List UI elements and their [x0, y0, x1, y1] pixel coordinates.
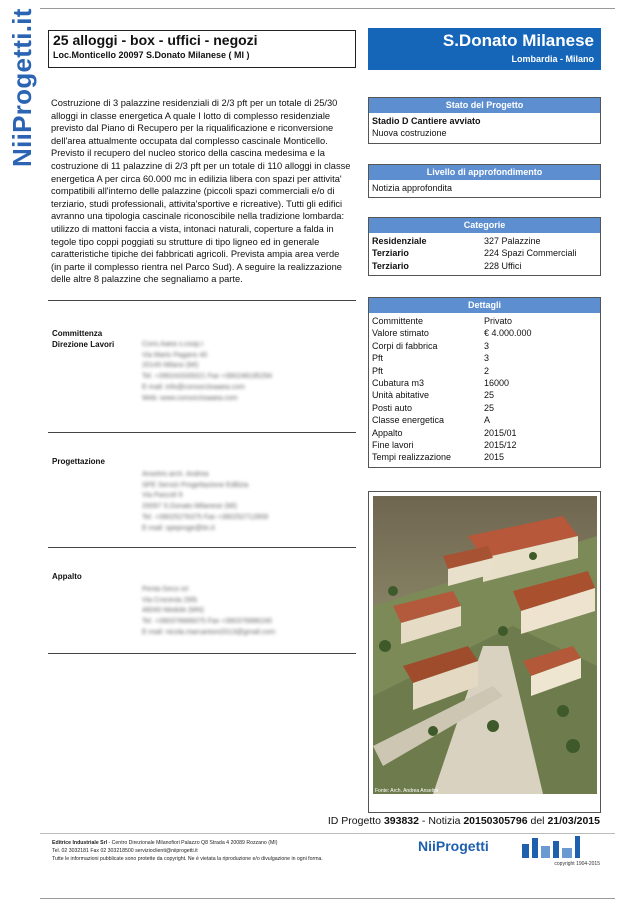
footer-company: Editrice Industriale Srl — [52, 840, 108, 846]
brand-logo-vertical[interactable]: NiiProgetti.it — [7, 8, 37, 167]
contact-web[interactable]: Web: www.consorzioaaea.com — [142, 394, 238, 402]
categorie-panel — [368, 217, 601, 276]
footer-logo[interactable] — [418, 836, 598, 858]
architectural-model-image — [373, 496, 597, 794]
divider — [48, 300, 356, 301]
notizia-number: 20150305796 — [463, 815, 528, 827]
progettazione-label: Progettazione — [52, 457, 105, 466]
footer-contacts[interactable]: Tel. 02 3032181 Fax 02 303218500 servizioclienti@niiprogetti.it — [52, 847, 198, 854]
dettaglio-value: A — [484, 415, 491, 426]
categoria-value: 228 Uffici — [484, 260, 522, 271]
project-title-box — [48, 30, 356, 68]
committenza-contact-block — [142, 340, 332, 404]
dettaglio-key: Corpi di fabbrica — [372, 340, 438, 351]
dettaglio-key: Posti auto — [372, 402, 413, 413]
dettaglio-value: Privato — [484, 316, 513, 326]
categoria-key: Terziario — [372, 260, 409, 271]
livello-value: Notizia approfondita — [372, 183, 453, 193]
contact-email[interactable]: E-mail: nicola.marcantoni2013@gmail.com — [142, 628, 276, 636]
dettaglio-row — [372, 340, 597, 352]
top-rule — [40, 8, 615, 9]
id-label: ID Progetto — [327, 815, 382, 827]
progettazione-contact-block — [142, 470, 332, 534]
categorie-panel-title: Categorie — [369, 218, 600, 233]
contact-line: Tel. +390243335021 Fax +390248195294 — [142, 373, 273, 381]
footer-address: - Centro Direzionale Milanofiori Palazzo Q8 Strada 4 20089 Rozzano (MI) — [107, 840, 278, 846]
dettaglio-row — [372, 352, 597, 364]
dettagli-panel — [368, 297, 601, 468]
dettaglio-value: 25 — [484, 402, 495, 413]
city-name: S.Donato Milanese — [442, 31, 594, 50]
dettaglio-row — [372, 414, 597, 426]
categoria-key: Terziario — [372, 248, 409, 259]
dettaglio-value: 2015/01 — [484, 427, 517, 438]
dettaglio-value: 2 — [484, 365, 490, 376]
stato-stage: Stadio D Cantiere avviato — [372, 116, 481, 126]
dettaglio-value: 2015 — [484, 452, 505, 463]
project-photo — [368, 491, 601, 813]
categoria-row — [372, 260, 597, 272]
dettaglio-value: 3 — [484, 353, 490, 364]
copyright: copyright 1904-2015 — [554, 861, 600, 867]
categoria-row — [372, 235, 597, 247]
contact-line: Tel. +39025276375 Fax +390252712859 — [142, 513, 269, 521]
dettaglio-key: Cubatura m3 — [372, 378, 425, 389]
id-progetto: 393832 — [383, 815, 419, 827]
dettaglio-row — [372, 439, 597, 451]
contact-line: 20097 S.Donato Milanese (MI) — [142, 503, 237, 511]
city-banner — [368, 28, 601, 70]
dettaglio-value: € 4.000.000 — [484, 328, 532, 339]
footer — [52, 840, 412, 863]
categoria-value: 224 Spazi Commerciali — [484, 248, 577, 259]
contact-line: 20145 Milano (MI) — [142, 362, 199, 370]
dettaglio-row — [372, 377, 597, 389]
dettaglio-value: 16000 — [484, 378, 510, 389]
photo-credit: Fonte: Arch. Andrea Anselmi — [375, 788, 439, 794]
footer-notice: Tutte le informazioni pubblicate sono protette da copyright. Ne è vietata la riproduzione e/o divulgazione in ogni forma. — [52, 855, 323, 862]
categoria-key: Residenziale — [372, 236, 427, 246]
dettaglio-row — [372, 389, 597, 401]
dettaglio-key: Fine lavori — [372, 440, 414, 451]
skyline-icon — [520, 836, 590, 858]
divider — [48, 547, 356, 548]
id-progetto-line — [312, 815, 600, 827]
contact-line: Via Pascoli 9 — [142, 492, 183, 500]
committenza-label-2: Direzione Lavori — [52, 340, 115, 349]
footer-logo-text: NiiProgetti — [418, 838, 489, 854]
dettaglio-row — [372, 365, 597, 377]
dettaglio-value: 2015/12 — [484, 440, 517, 451]
contact-email[interactable]: E-mail: info@consorzioaaea.com — [142, 383, 245, 391]
project-title: 25 alloggi - box - uffici - negozi — [53, 32, 258, 48]
contact-email[interactable]: E-mail: speproge@tin.it — [142, 524, 215, 532]
del-label: del — [527, 815, 548, 827]
dettaglio-key: Pft — [372, 353, 384, 364]
dettaglio-key: Tempi realizzazione — [372, 452, 452, 463]
contact-line: SPE Servizi Progettazione Edilizia — [142, 481, 249, 489]
region-name: Lombardia - Milano — [511, 54, 594, 64]
project-description: Costruzione di 3 palazzine residenziali di 2/3 pft per un totale di 25/30 alloggi in classe energetica A quale I lotto di complesso residenziale previsto dal Piano di Recupero per la riqualificazione e riconversione dell'area attualmente occupata dal complesso cascinale Monticello. Previsto il recupero del nucleo storico della cascina medesima e la costruzione di 11 palazzine di 2/3 pft per un totale di 110 alloggi in classe energetica A per circa 60.000 mc in edilizia libera con spazi per attivita' compatibili all'interno delle palazzine (piccoli spazi commerciali e/o di terziario, studi professionali, attivita'sportive e ricreative). Tutti gli edifici avranno una tipologia cascinale riconoscibile nella tradizione lombarda: utilizzo di mattoni faccia a vista, intonaci naturali, coperture a falda in tegole tipo coppi poggiati su strutture di tipo ligneo ed in generale caratteristiche tipiche dei fabbricati agricoli. Prevista ampia area verde (in parte il complesso rientra nel Parco Sud). A seguire la realizzazione delle altre 8 palazzine che segnaliamo a parte. — [51, 98, 351, 285]
divider — [48, 653, 356, 654]
dettaglio-value: 3 — [484, 340, 490, 351]
contact-line: Via Crocevia 29/b — [142, 596, 198, 604]
dettaglio-key: Valore stimato — [372, 328, 429, 339]
committenza-label — [52, 328, 114, 350]
footer-company-line — [52, 840, 412, 848]
contact-line: Cons.Aaea s.coop.r — [142, 341, 204, 348]
dettaglio-key: Committente — [372, 316, 424, 326]
dettaglio-row — [372, 402, 597, 414]
appalto-label: Appalto — [52, 572, 82, 581]
committenza-label-1: Committenza — [52, 329, 103, 338]
dettaglio-key: Unità abitative — [372, 390, 430, 401]
footer-divider — [40, 833, 615, 834]
contact-line: Via Mario Pagano 40 — [142, 351, 208, 359]
project-location: Loc.Monticello 20097 S.Donato Milanese ( MI ) — [53, 50, 250, 60]
contact-line: Penta Geco srl — [142, 586, 189, 593]
notizia-label: - Notizia — [418, 815, 464, 827]
stato-panel-title: Stato del Progetto — [369, 98, 600, 113]
dettaglio-key: Classe energetica — [372, 415, 445, 426]
appalto-contact-block — [142, 585, 332, 639]
notizia-date: 21/03/2015 — [547, 815, 600, 827]
stato-panel — [368, 97, 601, 144]
dettaglio-row — [372, 315, 597, 327]
contact-line: Anselmi arch. Andrea — [142, 471, 209, 478]
dettaglio-value: 25 — [484, 390, 495, 401]
bottom-rule — [40, 898, 615, 899]
livello-panel-title: Livello di approfondimento — [369, 165, 600, 180]
categoria-row — [372, 247, 597, 259]
dettaglio-row — [372, 327, 597, 339]
stato-detail: Nuova costruzione — [372, 128, 447, 139]
livello-panel — [368, 164, 601, 198]
dettagli-panel-title: Dettagli — [369, 298, 600, 313]
contact-line: Tel. +390376686075 Fax +390376686240 — [142, 618, 273, 626]
divider — [48, 432, 356, 433]
categoria-value: 327 Palazzine — [484, 236, 541, 246]
dettaglio-key: Pft — [372, 365, 384, 376]
dettaglio-key: Appalto — [372, 427, 403, 438]
dettaglio-row — [372, 451, 597, 463]
contact-line: 46040 Medole (MN) — [142, 607, 204, 615]
dettaglio-row — [372, 427, 597, 439]
